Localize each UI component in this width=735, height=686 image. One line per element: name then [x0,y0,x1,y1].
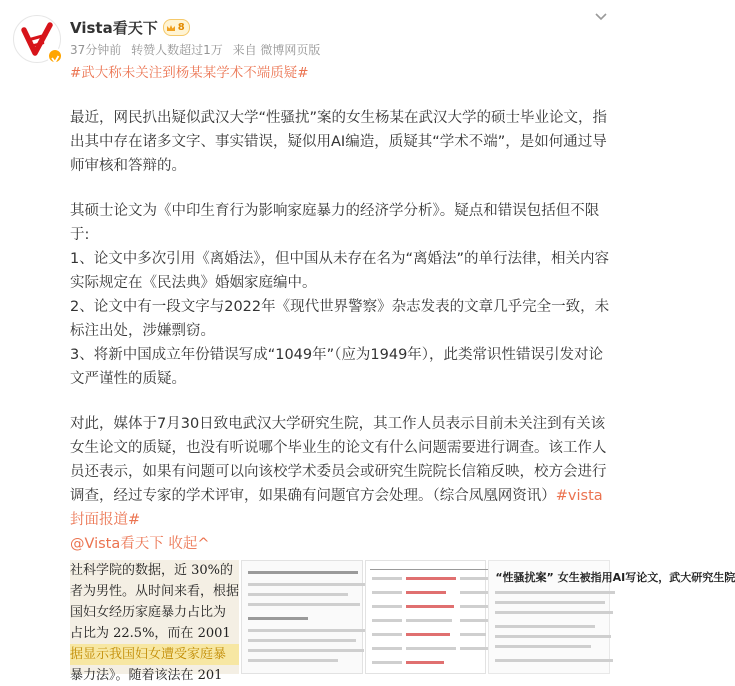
post-meta [70,41,326,58]
chevron-down-icon [592,7,610,25]
thumb1-line: 占比为 22.5%，而在 2001 [70,626,231,641]
author-avatar-wrap[interactable] [13,15,61,63]
list-item-3: 3、将新中国成立年份错误写成“1049年”（应为1949年），此类常识性错误引发对论文严谨性的质疑。 [70,347,604,387]
image-thumb-4[interactable] [488,560,735,674]
list-item-1: 1、论文中多次引用《离婚法》，但中国从未存在名为“离婚法”的单行法律，相关内容实际规定在《民法典》婚姻家庭编中。 [70,251,609,291]
topic-hashtag[interactable]: #武大称未关注到杨某某学术不端质疑# [70,65,309,81]
hashtag-link[interactable]: #vista封面报道# [70,488,603,528]
mention-link[interactable]: @Vista看天下 [70,536,164,552]
image-gallery [70,560,735,683]
thumb1-line: 者为男性。从时间来看，根据 [70,584,240,599]
paragraph-intro: 最近，网民扒出疑似武汉大学“性骚扰”案的女生杨某在武汉大学的硕士毕业论文，指出其中存在诸多文字、事实错误，疑似用AI编造，质疑其“学术不端”，是如何通过导师审核和答辩的。 [70,110,608,174]
post-content [70,106,610,556]
verified-badge-icon [47,48,63,64]
thumb1-line-highlighted: 据显示我国妇女遭受家庭暴 [70,644,239,665]
thumb1-line: 国妇女经历家庭暴力占比为 [70,605,227,620]
paragraph-thesis: 其硕士论文为《中印生育行为影响家庭暴力的经济学分析》。疑点和错误包括但不限于: [70,203,600,243]
author-row [70,17,190,38]
crown-icon [166,23,176,33]
level-badge-number: 8 [177,22,185,33]
repost-count: 转赞人数超过1万 [131,43,223,57]
thumb1-line: 暴力法》。随着该法在 201 [70,668,223,683]
author-name[interactable]: Vista看天下 [70,19,158,37]
response-text: 对此，媒体于7月30日致电武汉大学研究生院，其工作人员表示目前未关注到有关该女生论文的质疑，也没有听说哪个毕业生的论文有什么问题需要进行调查。该工作人员还表示，如果有问题可以向该校学术委员会或研究生院院长信箱反映，校方会进行调查，经过专家的学术评审，如果确有问题官方会处理。（综合凤凰网资讯） [70,416,607,504]
image-thumb-3[interactable] [365,560,487,674]
collapse-button[interactable]: 收起^ [168,536,210,552]
list-item-2: 2、论文中有一段文字与2022年《现代世界警察》杂志发表的文章几乎完全一致，未标注出处，涉嫌剽窃。 [70,299,610,339]
level-badge[interactable] [163,19,190,36]
mention-row [70,532,610,556]
paragraph-response [70,412,610,532]
image-thumb-2[interactable] [241,560,363,674]
post-source: 来自 微博网页版 [232,43,321,57]
thumb1-line: 社科学院的数据，近 30%的 [70,563,234,578]
post-time[interactable]: 37分钟前 [70,43,122,57]
image-thumb-1[interactable] [70,560,240,683]
more-menu-button[interactable] [592,7,610,25]
thumb4-headline: “性骚扰案” 女生被指用AI写论文，武大研究生院 [495,571,735,584]
